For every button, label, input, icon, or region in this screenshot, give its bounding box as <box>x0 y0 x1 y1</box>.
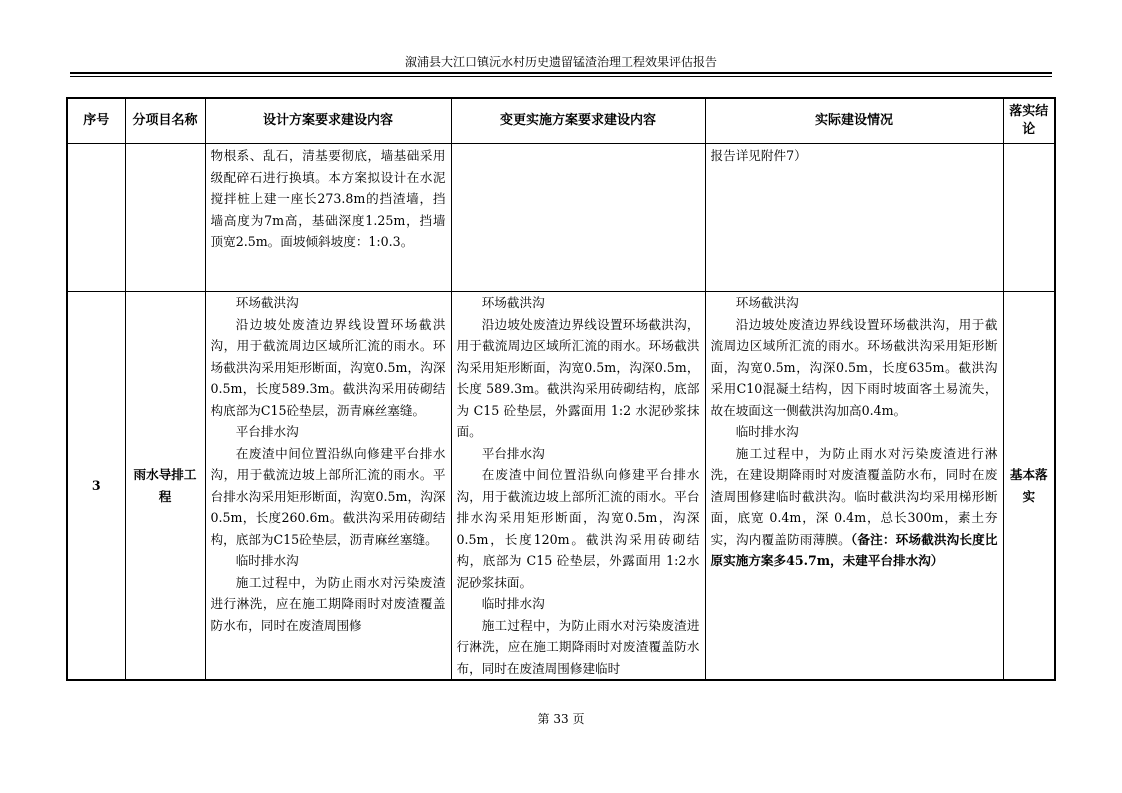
cell-conclusion-empty <box>1003 144 1055 292</box>
col-header-conclusion: 落实结论 <box>1003 98 1055 144</box>
cell-design-3 <box>205 292 451 681</box>
header-rule-thick <box>70 72 1052 74</box>
col-header-change: 变更实施方案要求建设内容 <box>451 98 705 144</box>
actual-paragraph: 沿边坡处废渣边界线设置环场截洪沟，用于截流周边区域所汇流的雨水。环场截洪沟采用矩形断面，沟宽0.5m，沟深0.5m，长度635m。截洪沟采用C10混凝土结构，因下雨时坡面客土易流失，故在坡面这一侧截洪沟加高0.4m。 <box>710 316 998 418</box>
evaluation-table <box>66 97 1056 681</box>
cell-no-empty <box>67 144 125 292</box>
report-header-title: 溆浦县大江口镇沅水村历史遗留锰渣治理工程效果评估报告 <box>404 55 717 69</box>
table-row-3 <box>67 292 1055 681</box>
cell-actual-3 <box>705 292 1003 681</box>
change-subheading: 临时排水沟 <box>481 596 545 611</box>
design-paragraph: 沿边坡处废渣边界线设置环场截洪沟，用于截流周边区域所汇流的雨水。环场截洪沟采用矩形断面，沟宽0.5m，沟深0.5m，长度589.3m。截洪沟采用砖砌结构底部为C15砼垫层，沥青麻丝塞缝。 <box>210 316 446 418</box>
col-header-actual: 实际建设情况 <box>705 98 1003 144</box>
page-number: 第 33 页 <box>537 712 585 726</box>
design-paragraph: 在废渣中间位置沿纵向修建平台排水沟，用于截流边坡上部所汇流的雨水。平台排水沟采用矩形断面，沟宽0.5m，沟深0.5m，长度260.6m。截洪沟采用砖砌结构，底部为C15砼垫层，沥青麻丝塞缝。 <box>210 445 446 547</box>
col-header-no: 序号 <box>67 98 125 144</box>
design-subheading: 平台排水沟 <box>235 424 299 439</box>
table-header-row <box>67 98 1055 144</box>
actual-subheading: 环场截洪沟 <box>735 295 799 310</box>
cell-name-3: 雨水导排工程 <box>125 292 205 681</box>
change-paragraph: 在废渣中间位置沿纵向修建平台排水沟，用于截流边坡上部所汇流的雨水。平台排水沟采用矩形断面，沟宽0.5m，沟深 0.5m，长度120m。截洪沟采用砖砌结构，底部为 C15 砼垫层，外露面用 1:2水泥砂浆抹面。 <box>456 467 700 590</box>
cell-name-empty <box>125 144 205 292</box>
cell-no-3: 3 <box>67 292 125 681</box>
cell-actual-continued <box>705 144 1003 292</box>
cell-conclusion-3: 基本落实 <box>1003 292 1055 681</box>
actual-paragraph-text: 施工过程中，为防止雨水对污染废渣进行淋洗，在建设期降雨时对废渣覆盖防水布，同时在废渣周围修建临时截洪沟。临时截洪沟均采用梯形断面，底宽 0.4m，深 0.4m，总长300m，素土夯实，沟内覆盖防雨薄膜。 <box>710 445 998 547</box>
table-row-continuation <box>67 144 1055 292</box>
change-subheading: 环场截洪沟 <box>481 295 545 310</box>
header-rule-thin <box>70 76 1052 77</box>
change-paragraph: 施工过程中，为防止雨水对污染废渣进行淋洗，应在施工期降雨时对废渣覆盖防水布，同时在废渣周围修建临时 <box>456 617 700 676</box>
actual-continued-text: 报告详见附件7） <box>710 148 807 163</box>
design-paragraph: 施工过程中，为防止雨水对污染废渣进行淋洗，应在施工期降雨时对废渣覆盖防水布，同时在废渣周围修 <box>210 574 446 633</box>
design-subheading: 临时排水沟 <box>235 553 299 568</box>
col-header-design: 设计方案要求建设内容 <box>205 98 451 144</box>
cell-design-continued <box>205 144 451 292</box>
actual-paragraph <box>711 443 998 572</box>
design-continued-text: 物根系、乱石，清基要彻底，墙基础采用级配碎石进行换填。本方案拟设计在水泥搅拌桩上建一座长273.8m的挡渣墙，挡墙高度为7m高，基础深度1.25m，挡墙顶宽2.5m。面坡倾斜坡度：1:0.3。 <box>210 148 446 249</box>
actual-remark-note: （备注：环场截洪沟长度比原实施方案多45.7m，未建平台排水沟） <box>710 531 998 568</box>
change-subheading: 平台排水沟 <box>481 445 545 461</box>
actual-subheading: 临时排水沟 <box>735 424 799 439</box>
col-header-name: 分项目名称 <box>125 98 205 144</box>
change-paragraph: 沿边坡处废渣边界线设置环场截洪沟，用于截流周边区域所汇流的雨水。环场截洪沟采用矩形断面，沟宽0.5m，沟深0.5m，长度 589.3m。截洪沟采用砖砌结构，底部为 C15 砼垫层，外露面用 1:2 水泥砂浆抹面。 <box>456 316 700 439</box>
cell-change-3 <box>451 292 705 681</box>
cell-change-empty <box>451 144 705 292</box>
design-subheading: 环场截洪沟 <box>235 295 299 310</box>
